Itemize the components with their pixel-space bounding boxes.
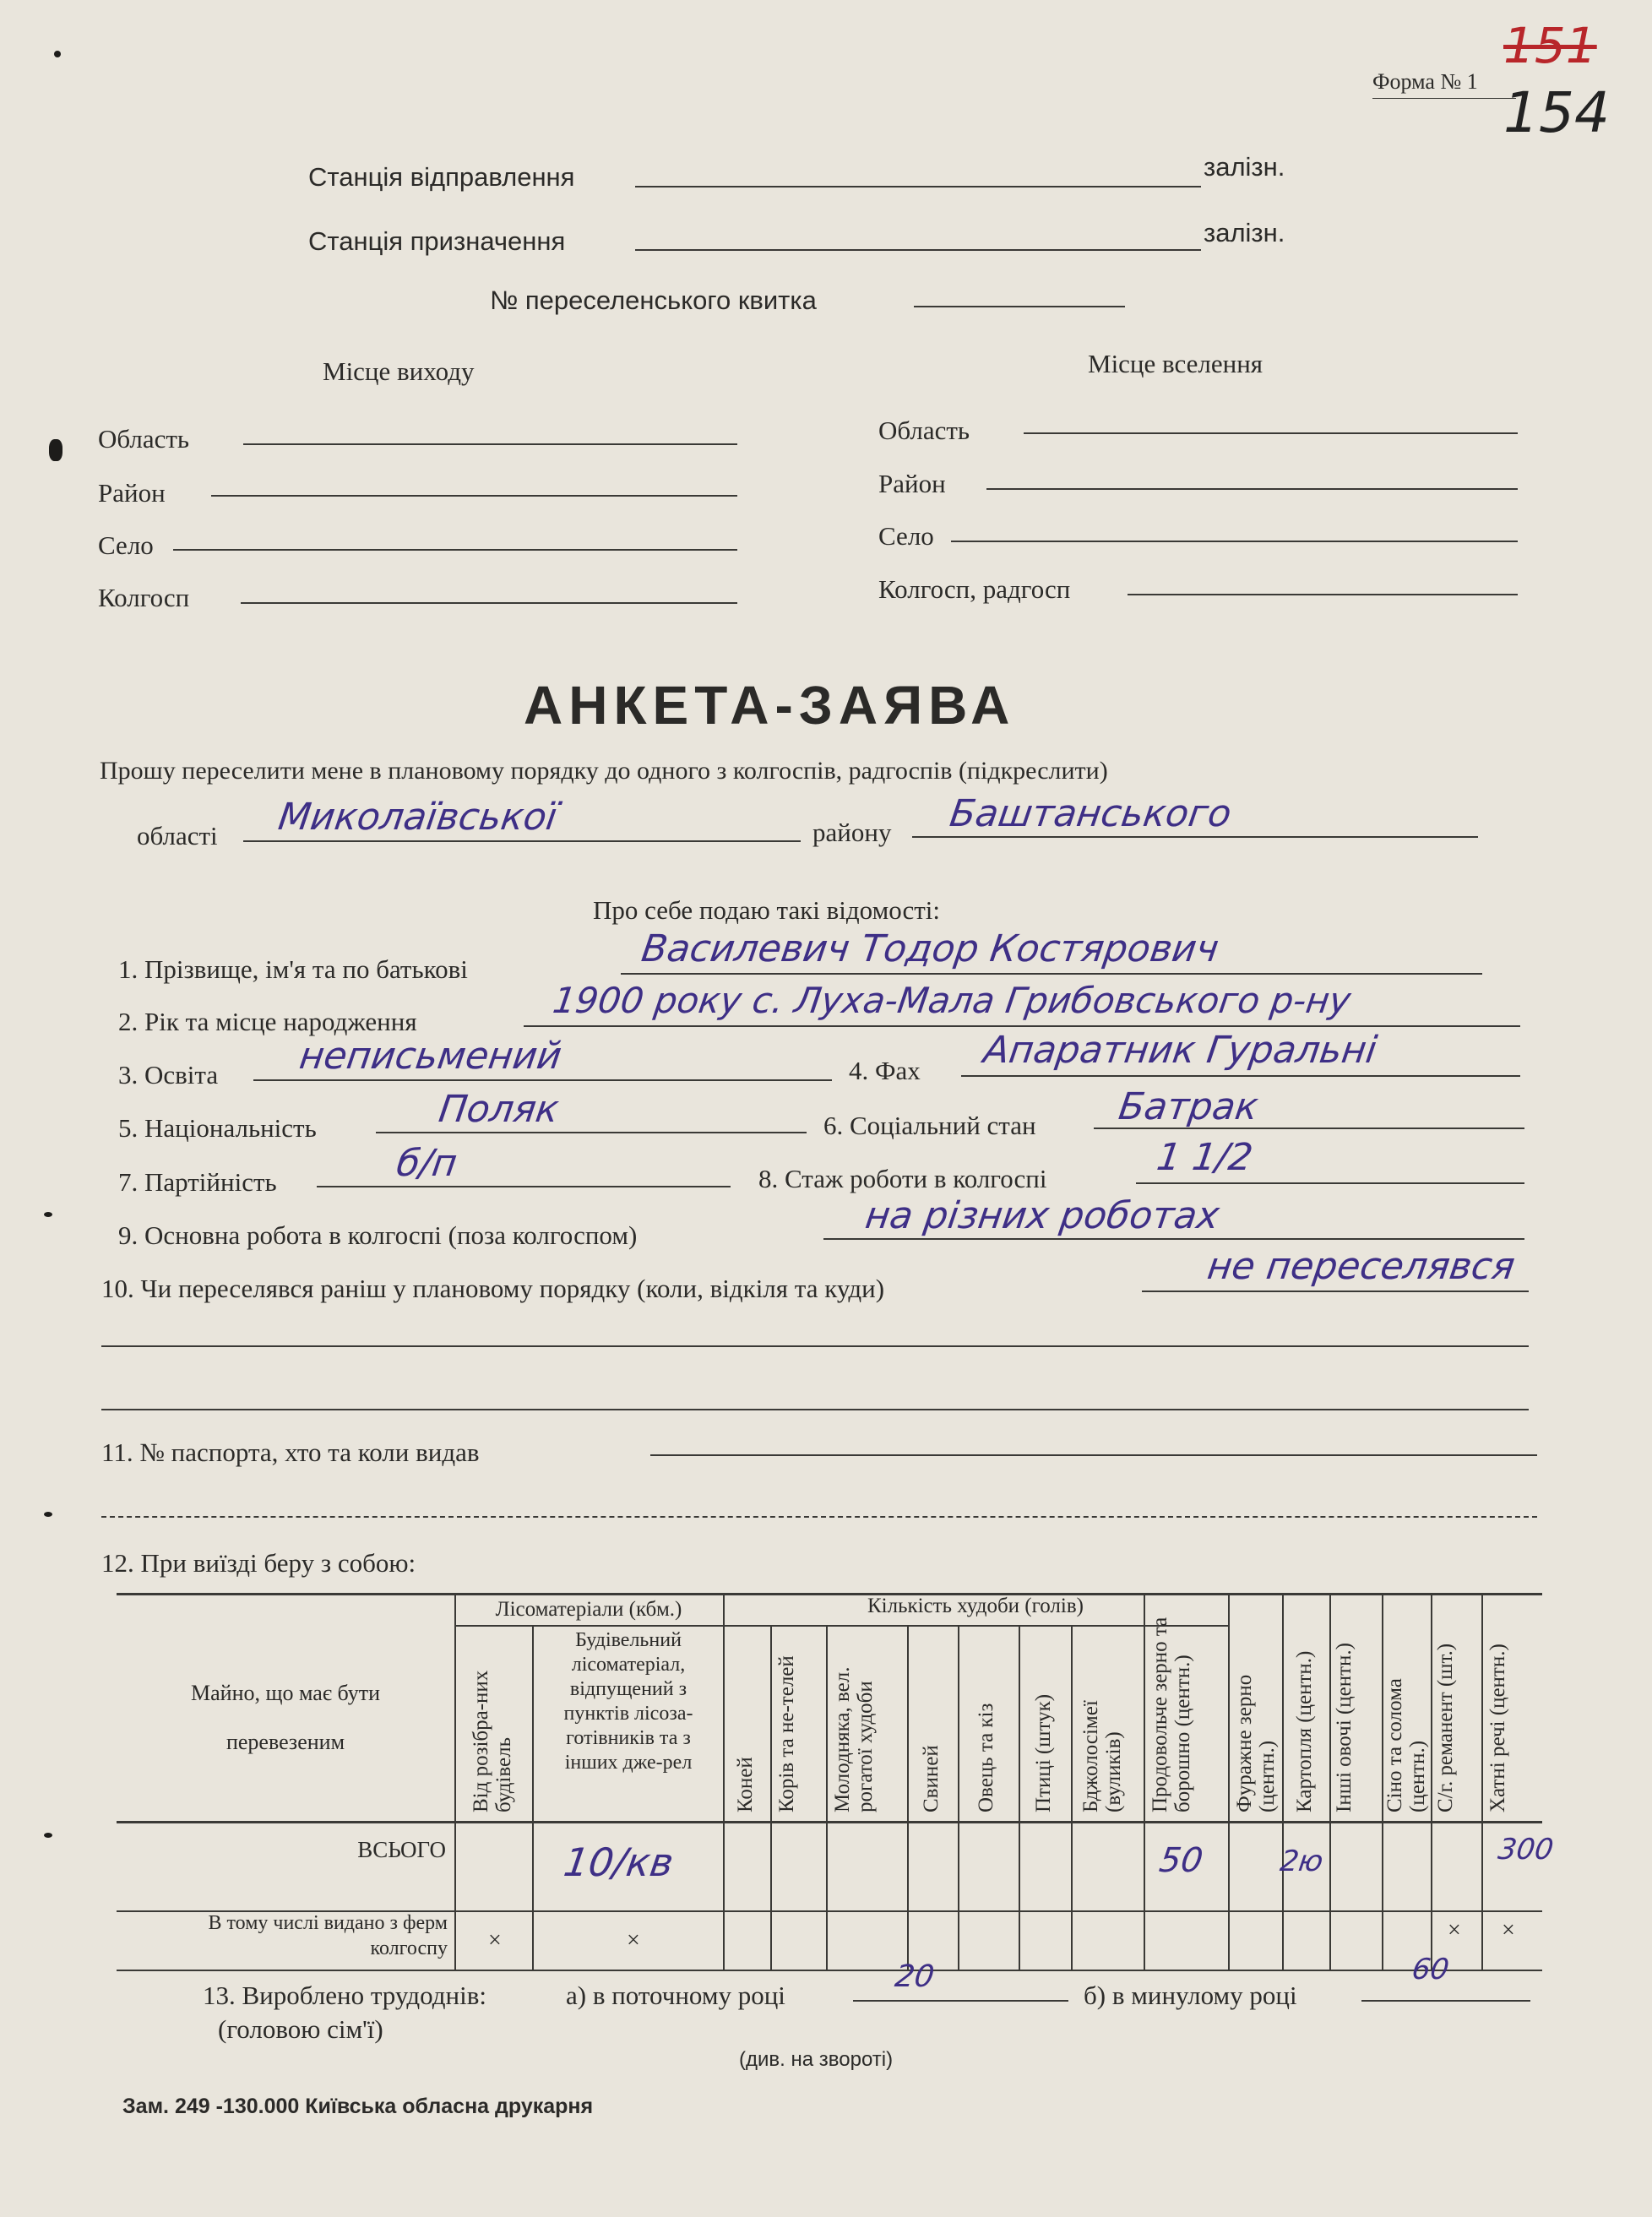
table-header-bottom — [117, 1821, 1542, 1823]
field-4-line[interactable] — [961, 1075, 1520, 1077]
col-horses-header: Коней — [734, 1757, 757, 1812]
table-col-border — [723, 1593, 725, 1971]
field-8-line[interactable] — [1136, 1182, 1524, 1184]
workdays-previous-field[interactable] — [1361, 2000, 1530, 2002]
origin-title: Місце виходу — [323, 356, 475, 386]
ticket-number-field[interactable] — [914, 306, 1125, 307]
col-bees-header: Бджолосімеї (вуликів) — [1079, 1700, 1125, 1812]
form-title: АНКЕТА-ЗАЯВА — [524, 675, 1016, 736]
group-livestock-header: Кількість худоби (голів) — [867, 1595, 1084, 1617]
col-cows-header: Корів та не-телей — [775, 1655, 798, 1812]
ticket-number-label: № переселенського квитка — [490, 285, 817, 315]
cross-mark: × — [488, 1927, 502, 1953]
table-col-border — [958, 1625, 959, 1971]
punch-hole — [44, 1512, 52, 1517]
field-8-label: 8. Стаж роботи в колгоспі — [758, 1164, 1047, 1193]
departure-station-label: Станція відправлення — [308, 162, 575, 192]
field-2-label: 2. Рік та місце народження — [118, 1007, 417, 1036]
col-young-header: Молодняка, вел. рогатої худоби — [831, 1666, 877, 1812]
col-pigs-header: Свиней — [920, 1745, 943, 1812]
destination-station-field[interactable] — [635, 249, 1201, 251]
origin-kolhosp-field[interactable] — [241, 602, 737, 604]
table-col-border — [770, 1625, 772, 1971]
destination-station-label: Станція призначення — [308, 226, 566, 256]
col-property-header: Майно, що має бути перевезеним — [191, 1681, 380, 1754]
row-farm-label: В тому числі видано з ферм колгоспу — [208, 1912, 448, 1959]
table-col-border — [907, 1625, 909, 1971]
field-7-line[interactable] — [317, 1186, 731, 1187]
cross-mark: × — [627, 1927, 640, 1953]
field-9-line[interactable] — [823, 1238, 1524, 1240]
origin-raion-field[interactable] — [211, 495, 737, 497]
field-10-value: не переселявся — [1204, 1245, 1518, 1288]
info-intro: Про себе подаю такі відомості: — [593, 895, 941, 925]
table-col-border — [1019, 1625, 1020, 1971]
table-col-border — [1144, 1593, 1145, 1971]
sheet-number: 154 — [1503, 80, 1610, 145]
request-text: Прошу переселити мене в плановому порядку до одного з колгоспів, радгоспів (підкреслити) — [100, 757, 1108, 785]
field-1-label: 1. Прізвище, ім'я та по батькові — [118, 954, 468, 984]
field-6-label: 6. Соціальний стан — [823, 1111, 1036, 1140]
field-5-line[interactable] — [376, 1132, 807, 1133]
table-col-border — [1228, 1593, 1230, 1971]
field-3-value: неписьмений — [296, 1035, 565, 1078]
table-col-border — [454, 1593, 456, 1971]
request-oblast-field[interactable] — [243, 840, 801, 842]
field-9-value: на різних роботах — [862, 1194, 1222, 1237]
field-11-line-2[interactable] — [101, 1516, 1537, 1518]
field-8-value: 1 1/2 — [1154, 1136, 1256, 1179]
field-10-label: 10. Чи переселявся раніш у плановому порядку (коли, відкіля та куди) — [101, 1274, 885, 1303]
destination-raion-label: Район — [878, 469, 946, 498]
col-forage-header: Фуражне зерно (центн.) — [1233, 1674, 1279, 1812]
field-9-label: 9. Основна робота в колгоспі (поза колгоспом) — [118, 1220, 638, 1250]
workdays-previous-value: 60 — [1410, 1953, 1452, 1986]
cargo-table — [117, 1593, 1556, 1971]
col-tools-header: С/г. реманент (шт.) — [1434, 1643, 1457, 1812]
col-building-timber-header: Будівельний лісоматеріал, відпущений з пунктів лісоза-готівників та з інших дже-рел — [563, 1629, 693, 1774]
destination-oblast-label: Область — [878, 416, 970, 445]
table-col-border — [532, 1625, 534, 1971]
form-number: Форма № 1 — [1372, 69, 1478, 94]
workdays-current-label: а) в поточному році — [566, 1981, 785, 2010]
field-7-value: б/п — [394, 1142, 460, 1185]
origin-selo-label: Село — [98, 530, 154, 560]
total-timber-value: 10/кв — [561, 1839, 677, 1885]
cross-mark: × — [1502, 1917, 1515, 1943]
punch-hole — [49, 439, 62, 461]
field-5-label: 5. Національність — [118, 1113, 317, 1143]
request-oblast-label: області — [137, 821, 218, 850]
field-3-line[interactable] — [253, 1079, 832, 1081]
sheet-number-crossed: 151 — [1503, 17, 1597, 74]
cross-mark: × — [1448, 1917, 1461, 1943]
col-household-header: Хатні речі (центн.) — [1486, 1644, 1509, 1812]
field-3-label: 3. Освіта — [118, 1060, 219, 1089]
table-group-divider — [454, 1625, 1228, 1627]
field-2-line[interactable] — [524, 1025, 1520, 1027]
field-7-label: 7. Партійність — [118, 1167, 277, 1197]
field-11-line[interactable] — [650, 1454, 1537, 1456]
form-number-underline — [1372, 98, 1516, 99]
table-col-border — [826, 1625, 828, 1971]
field-10-line-2[interactable] — [101, 1345, 1529, 1347]
destination-title: Місце вселення — [1088, 349, 1263, 378]
see-back-note: (див. на звороті) — [739, 2048, 894, 2071]
total-potato-value: 2ю — [1278, 1845, 1326, 1878]
punch-hole — [44, 1833, 52, 1838]
total-household-value: 300 — [1496, 1833, 1556, 1867]
col-veg-header: Інші овочі (центн.) — [1333, 1643, 1356, 1812]
field-10-line-3[interactable] — [101, 1409, 1529, 1410]
destination-oblast-field[interactable] — [1024, 432, 1518, 434]
departure-station-field[interactable] — [635, 186, 1201, 187]
col-dismantled-header: Від розібра-них будівель — [470, 1670, 515, 1812]
row-total-label: ВСЬОГО — [357, 1837, 446, 1862]
request-oblast-value: Миколаївської — [275, 796, 560, 839]
field-6-value: Батрак — [1116, 1085, 1261, 1128]
table-col-border — [1481, 1593, 1483, 1971]
table-col-border — [1329, 1593, 1331, 1971]
group-timber-header: Лісоматеріали (кбм.) — [495, 1598, 682, 1621]
total-grain-value: 50 — [1156, 1841, 1206, 1880]
request-raion-value: Баштанського — [947, 792, 1235, 835]
destination-kolhosp-label: Колгосп, радгосп — [878, 574, 1071, 604]
origin-kolhosp-label: Колгосп — [98, 583, 190, 612]
workdays-previous-label: б) в минулому році — [1084, 1981, 1297, 2010]
workdays-current-value: 20 — [893, 1959, 937, 1994]
field-4-label: 4. Фах — [849, 1056, 921, 1085]
table-col-border — [1071, 1625, 1073, 1971]
origin-raion-label: Район — [98, 478, 166, 508]
workdays-label: 13. Вироблено трудоднів: — [203, 1981, 487, 2010]
table-col-border — [1431, 1593, 1432, 1971]
request-raion-label: району — [812, 818, 892, 847]
col-hay-header: Сіно та солома (центн.) — [1383, 1678, 1429, 1812]
col-birds-header: Птиці (штук) — [1032, 1693, 1055, 1812]
destination-station-suffix: залізн. — [1204, 218, 1285, 247]
col-sheep-header: Овець та кіз — [975, 1703, 997, 1812]
field-1-line[interactable] — [621, 973, 1482, 975]
field-1-value: Василевич Тодор Костярович — [639, 927, 1222, 970]
destination-selo-label: Село — [878, 521, 934, 551]
request-raion-field[interactable] — [912, 836, 1478, 838]
origin-selo-field[interactable] — [173, 549, 737, 551]
workdays-current-field[interactable] — [853, 2000, 1068, 2002]
workdays-sublabel: (головою сім'ї) — [218, 2014, 383, 2044]
destination-raion-field[interactable] — [986, 488, 1518, 490]
table-col-border — [1282, 1593, 1284, 1971]
origin-oblast-field[interactable] — [243, 443, 737, 445]
table-bottom-border — [117, 1970, 1542, 1971]
printer-imprint: Зам. 249 -130.000 Київська обласна друкарня — [122, 2095, 594, 2118]
field-12-label: 12. При виїзді беру з собою: — [101, 1548, 416, 1578]
destination-kolhosp-field[interactable] — [1128, 594, 1518, 595]
field-10-line[interactable] — [1142, 1291, 1529, 1292]
origin-oblast-label: Область — [98, 424, 190, 454]
destination-selo-field[interactable] — [951, 541, 1518, 542]
field-2-value: 1900 року с. Луха-Мала Грибовського р-ну — [550, 980, 1354, 1021]
punch-hole — [54, 51, 61, 57]
punch-hole — [44, 1212, 52, 1217]
field-5-value: Поляк — [436, 1088, 562, 1131]
field-11-label: 11. № паспорта, хто та коли видав — [101, 1437, 480, 1467]
field-4-value: Апаратник Гуральні — [981, 1029, 1380, 1072]
col-grain-header: Продовольче зерно та борошно (центн.) — [1149, 1617, 1194, 1812]
departure-station-suffix: залізн. — [1204, 152, 1285, 182]
col-potato-header: Картопля (центн.) — [1293, 1650, 1316, 1812]
